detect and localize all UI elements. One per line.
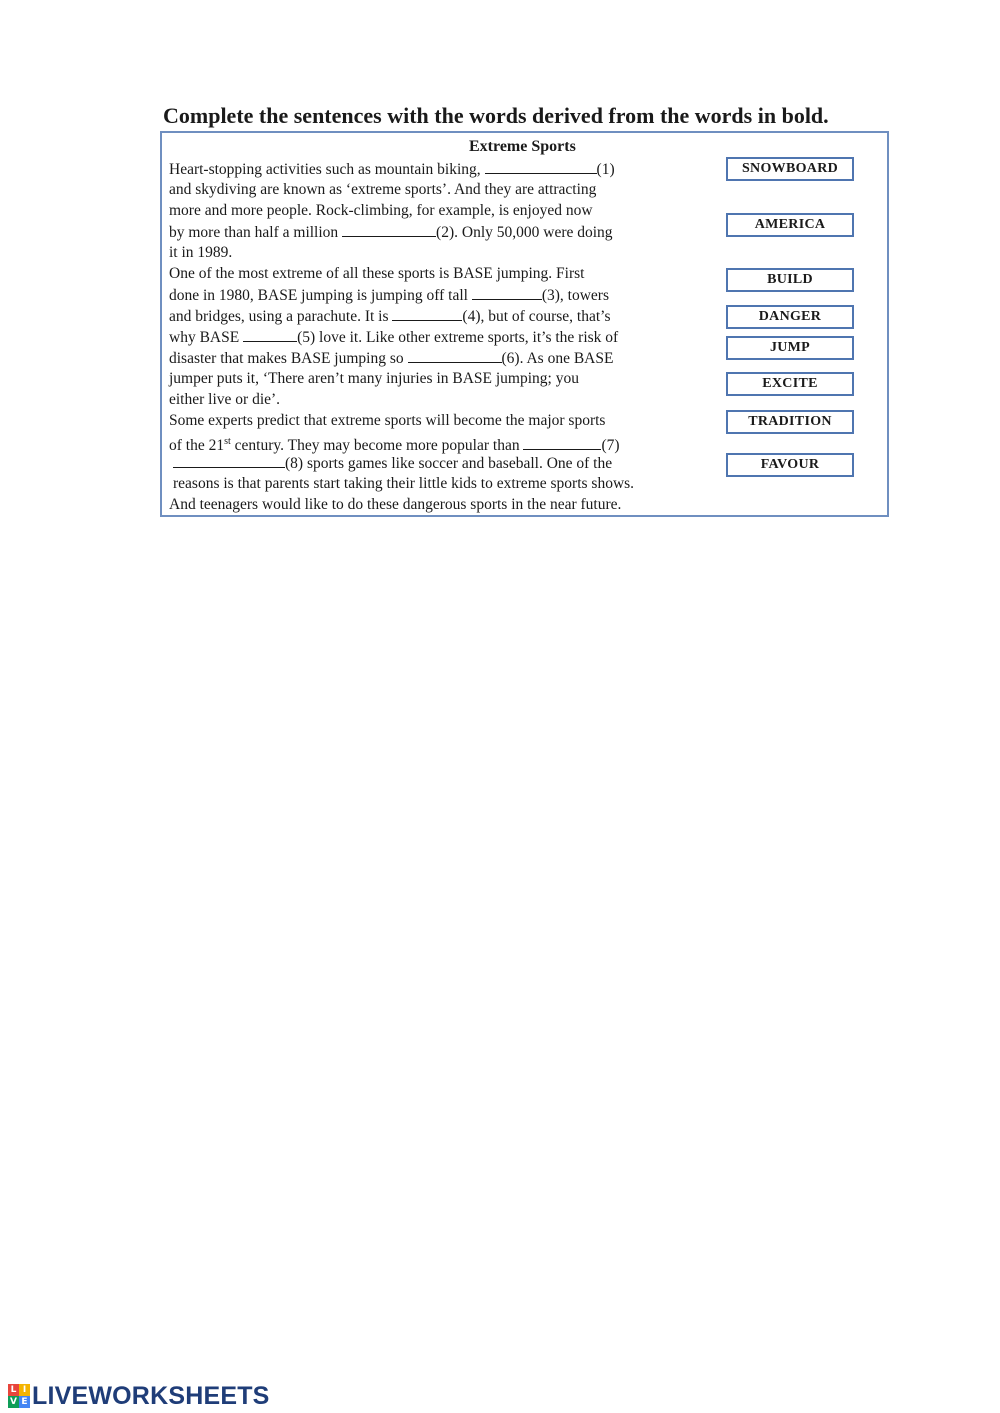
passage-line-9: why BASE (5) love it. Like other extreme sports, it’s the risk of <box>169 329 619 346</box>
gap-6-input[interactable] <box>408 348 502 363</box>
passage-line-16: reasons is that parents start taking their little kids to extreme sports shows. <box>173 475 635 492</box>
instruction-heading: Complete the sentences with the words derived from the words in bold. <box>163 103 829 128</box>
passage-line-14: of the 21st century. They may become more popular than (7) <box>169 436 620 455</box>
gap-2-input[interactable] <box>342 222 436 237</box>
gap-1-input[interactable] <box>485 159 597 174</box>
passage-line-5: it in 1989. <box>169 244 233 261</box>
passage-line-11: jumper puts it, ‘There aren’t many injuries in BASE jumping; you <box>169 370 579 387</box>
word-box-excite: EXCITE <box>726 372 854 396</box>
word-box-america: AMERICA <box>726 213 854 237</box>
passage-line-2: and skydiving are known as ‘extreme sports’. And they are attracting <box>169 181 597 198</box>
logo-mark-icon: L I V E <box>8 1384 30 1408</box>
word-box-danger: DANGER <box>726 305 854 329</box>
gap-4-input[interactable] <box>392 306 462 321</box>
passage-line-8: and bridges, using a parachute. It is (4), but of course, that’s <box>169 308 611 325</box>
passage-line-3: more and more people. Rock-climbing, for example, is enjoyed now <box>169 202 593 219</box>
word-box-jump: JUMP <box>726 336 854 360</box>
word-box-favour: FAVOUR <box>726 453 854 477</box>
passage-title: Extreme Sports <box>469 138 576 155</box>
word-box-build: BUILD <box>726 268 854 292</box>
word-box-tradition: TRADITION <box>726 410 854 434</box>
liveworksheets-logo <box>8 1381 270 1411</box>
gap-8-input[interactable] <box>173 453 285 468</box>
gap-5-input[interactable] <box>243 327 297 342</box>
passage-line-13: Some experts predict that extreme sports will become the major sports <box>169 412 606 429</box>
passage-line-17: And teenagers would like to do these dangerous sports in the near future. <box>169 496 622 513</box>
passage-line-15: (8) sports games like soccer and baseball. One of the <box>173 453 612 474</box>
gap-3-input[interactable] <box>472 285 542 300</box>
logo-text: LIVEWORKSHEETS <box>32 1381 270 1410</box>
word-box-snowboard: SNOWBOARD <box>726 157 854 181</box>
passage-line-7: done in 1980, BASE jumping is jumping off tall (3), towers <box>169 287 609 304</box>
passage-line-12: either live or die’. <box>169 391 281 408</box>
passage-line-1: Heart-stopping activities such as mountain biking, (1) <box>169 161 615 178</box>
passage-line-6: One of the most extreme of all these sports is BASE jumping. First <box>169 265 585 282</box>
passage-line-4: by more than half a million (2). Only 50,000 were doing <box>169 224 613 241</box>
passage-line-10: disaster that makes BASE jumping so (6). As one BASE <box>169 350 614 367</box>
gap-7-input[interactable] <box>523 435 601 450</box>
